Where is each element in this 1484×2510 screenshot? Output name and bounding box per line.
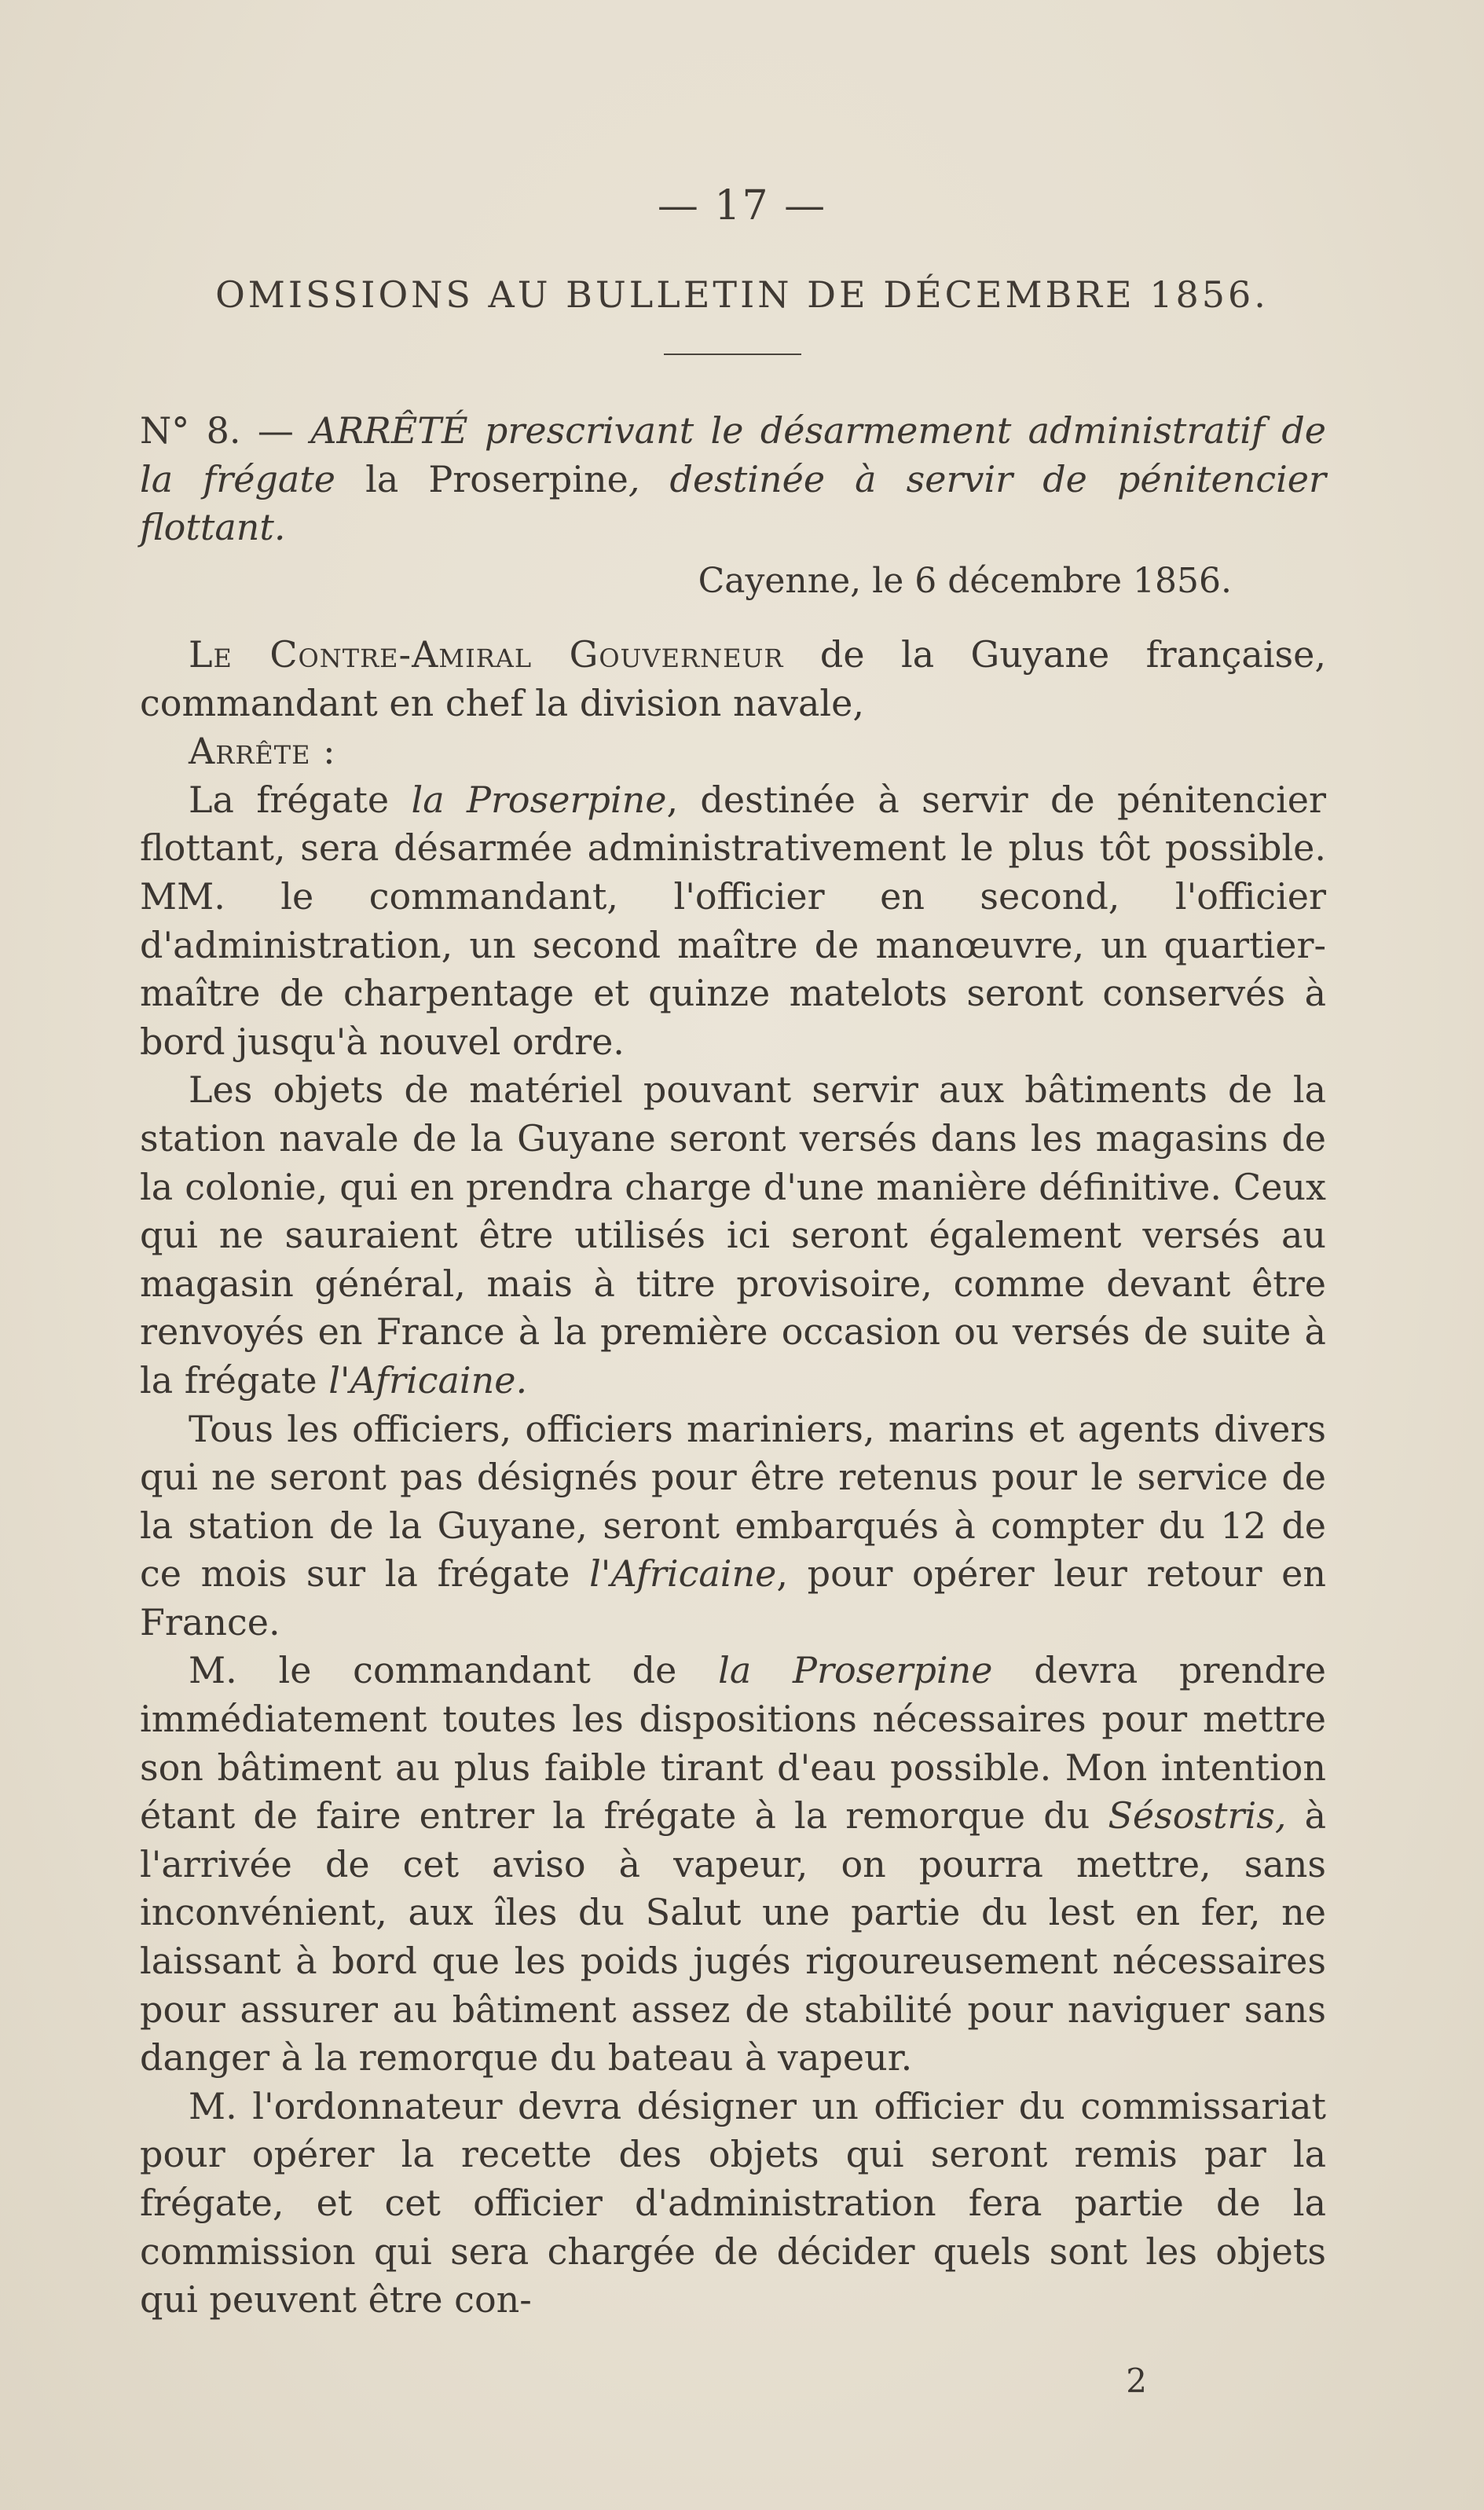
issuer-title: Le Contre-Amiral Gouverneur (189, 633, 784, 676)
signature-mark: 2 (1126, 2362, 1147, 2400)
decree-body (140, 631, 1326, 2325)
paragraph-5 (140, 2083, 1326, 2325)
paragraph-4 (140, 1647, 1326, 2082)
title-divider (664, 354, 801, 355)
paragraph-1 (140, 776, 1326, 1067)
paragraph-preamble (140, 631, 1326, 727)
ship-name: Sésostris, (1108, 1794, 1287, 1838)
paragraph-3 (140, 1405, 1326, 1647)
dateline: Cayenne, le 6 décembre 1856. (698, 561, 1232, 601)
decree-number: N° 8. — (140, 409, 311, 452)
paragraph-1-text-a: La frégate (189, 778, 412, 821)
decree-ship-name: la Proserpine (365, 457, 628, 500)
ship-name: l'Africaine. (328, 1358, 528, 1402)
paragraph-4-text-c: à l'arrivée de cet aviso à vapeur, on pourra mettre, sans inconvénient, aux îles du Salut une partie du lest en fer, ne laissant à bord que les poids jugés rigoureusement nécessaires pour assurer au bâtiment assez de stabilité pour naviguer sans danger à la remorque du bateau à vapeur. (140, 1794, 1326, 2079)
paragraph-4-text-a: M. le commandant de (189, 1649, 719, 1692)
paragraph-3-text-a: Tous les officiers, officiers mariniers, marins et agents divers qui ne seront pas désignés pour être retenus pour le service de la station de la Guyane, seront embarqués à compter du 12 de ce mois sur la frégate (140, 1407, 1326, 1596)
preamble-text: de la Guyane française, commandant en chef la division navale, (140, 633, 1327, 724)
decree-title-part1: ARRÊTÉ prescrivant le désarmement administratif de la frégate (140, 409, 1326, 500)
decree-heading (140, 407, 1326, 552)
ship-name: la Proserpine (411, 778, 667, 821)
page-title: OMISSIONS AU BULLETIN DE DÉCEMBRE 1856. (215, 273, 1269, 316)
decree-title-part2: , destinée à servir de pénitencier flottant. (140, 457, 1327, 549)
paragraph-5-text: M. l'ordonnateur devra désigner un officier du commissariat pour opérer la recette des objets qui seront remis par la frégate, et cet officier d'administration fera partie de la commission qui sera chargée de décider quels sont les objets qui peuvent être con- (140, 2084, 1326, 2321)
paragraph-4-text-b: devra prendre immédiatement toutes les dispositions nécessaires pour mettre son bâtiment au plus faible tirant d'eau possible. Mon intention étant de faire entrer la frégate à la remorque du (140, 1649, 1327, 1838)
ship-name: la Proserpine (718, 1649, 993, 1692)
paragraph-arrete (140, 727, 1326, 776)
page-number: — 17 — (657, 182, 827, 229)
paragraph-2-text: Les objets de matériel pouvant servir aux bâtiments de la station navale de la Guyane seront versés dans les magasins de la colonie, qui en prendra charge d'une manière définitive. Ceux qui ne sauraient être utilisés ici seront également versés au magasin général, mais à titre provisoire, comme devant être renvoyés en France à la première occasion ou versés de suite à la frégate (140, 1068, 1326, 1402)
paragraph-3-text-b: , pour opérer leur retour en France. (140, 1552, 1326, 1643)
paragraph-2 (140, 1066, 1326, 1405)
ship-name: l'Africaine (589, 1552, 777, 1596)
arrete-label: Arrête : (189, 730, 336, 773)
paragraph-1-text-b: , destinée à servir de pénitencier flottant, sera désarmée administrativement le plus tôt possible. MM. le commandant, l'officier en second, l'officier d'administration, un second maître de manœuvre, un quartier-maître de charpentage et quinze matelots seront conservés à bord jusqu'à nouvel ordre. (140, 778, 1326, 1063)
